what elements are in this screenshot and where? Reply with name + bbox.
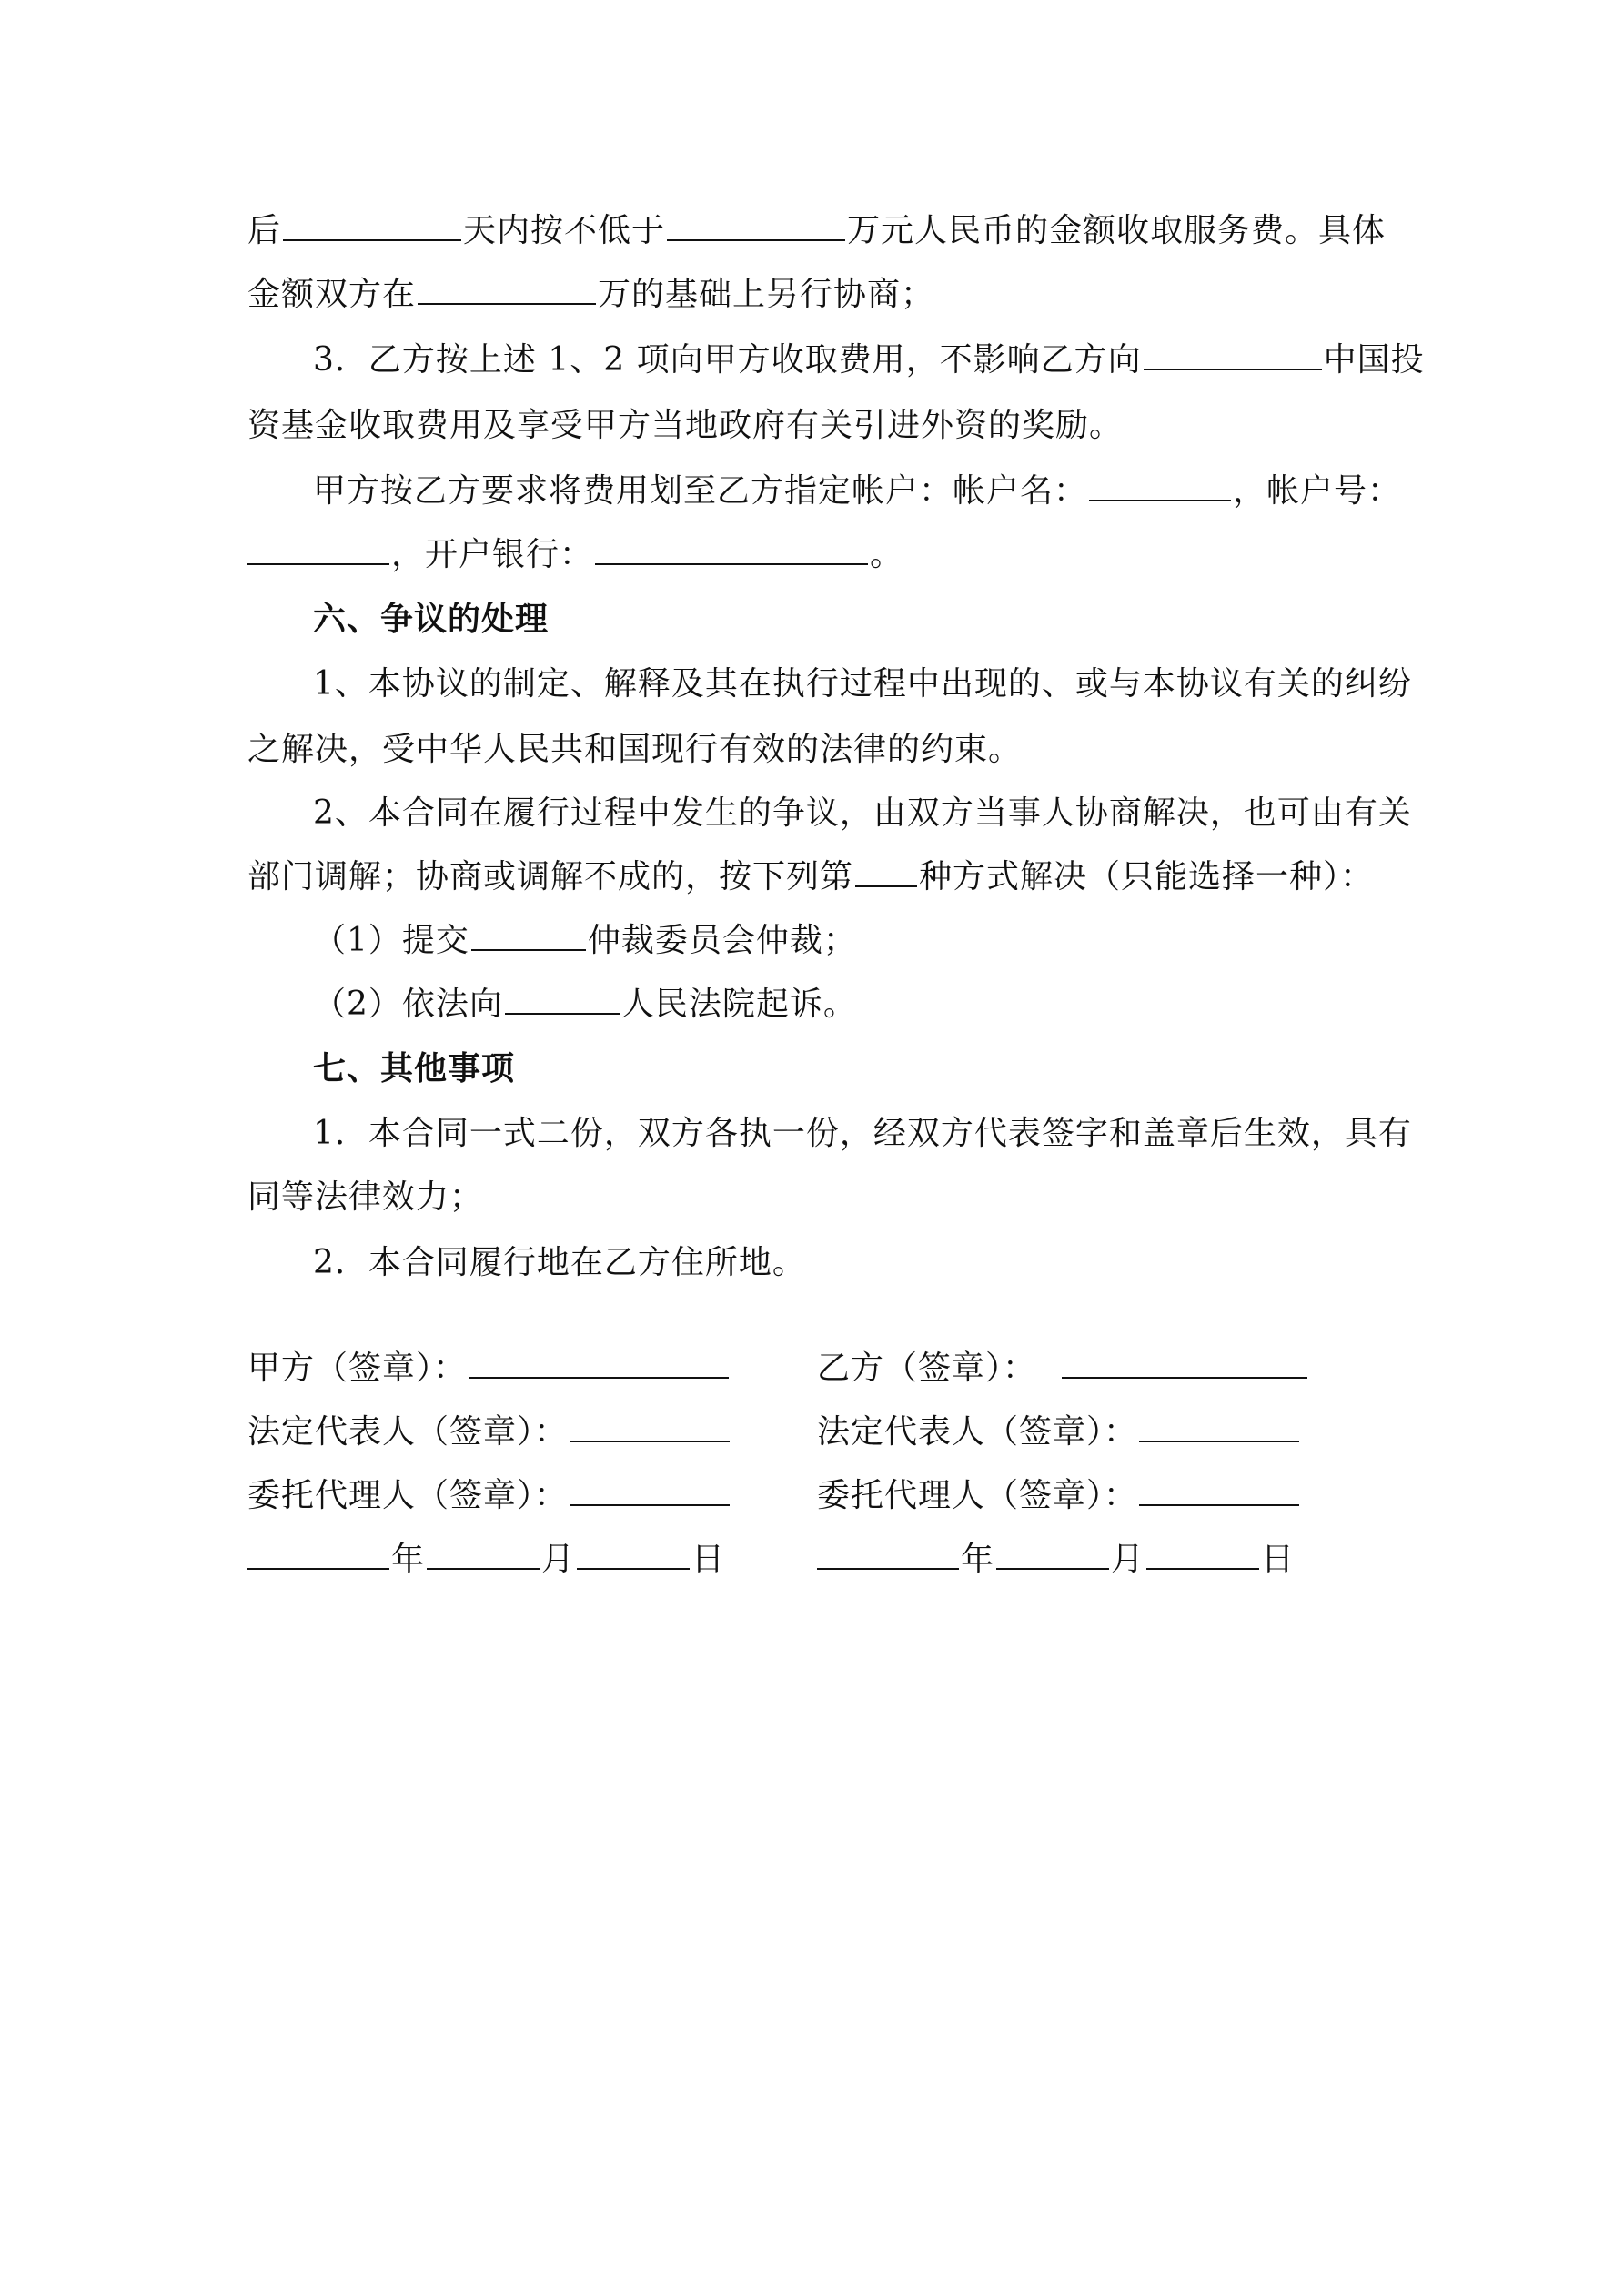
blank-party-a-seal	[469, 1348, 729, 1379]
section7-item1-line2: 同等法律效力；	[247, 1178, 484, 1216]
blank-account-number	[247, 534, 389, 565]
text: （1）提交	[313, 922, 469, 959]
text: 仲裁委员会仲裁；	[587, 922, 857, 959]
section6-item1-line1: 1、本协议的制定、解释及其在执行过程中出现的、或与本协议有关的纠纷	[313, 665, 1412, 703]
text: 法定代表人（签章）：	[247, 1413, 569, 1451]
para2-line1	[313, 339, 1425, 382]
section7-heading: 七、其他事项	[313, 1049, 516, 1087]
party-a-agent	[247, 1474, 757, 1518]
text: 万的基础上另行协商；	[598, 276, 935, 313]
text: 月	[541, 1541, 576, 1578]
blank-party-a-year	[247, 1539, 389, 1570]
text: 月	[1111, 1541, 1145, 1578]
blank-base	[418, 274, 596, 305]
text: 委托代理人（签章）：	[817, 1477, 1138, 1514]
blank-bank	[595, 534, 868, 565]
blank-party-b-month	[996, 1539, 1109, 1570]
text: 年	[961, 1541, 995, 1578]
blank-arbitration	[471, 920, 586, 951]
party-a-legal-rep	[247, 1411, 757, 1454]
text: 后	[247, 212, 282, 249]
text: 年	[391, 1541, 426, 1578]
para3-line1	[313, 470, 1402, 513]
blank-method	[855, 856, 917, 887]
blank-party-a-legal-rep	[570, 1411, 730, 1442]
blank-party-b-seal	[1062, 1348, 1307, 1379]
para1-line2	[247, 273, 1394, 317]
blank-fund	[1144, 339, 1322, 370]
text: 天内按不低于	[463, 212, 666, 249]
blank-party-b-day	[1146, 1539, 1259, 1570]
text: 甲方按乙方要求将费用划至乙方指定帐户：帐户名：	[313, 472, 1088, 510]
blank-account-name	[1089, 470, 1231, 501]
blank-party-b-year	[817, 1539, 959, 1570]
text: ，开户银行：	[391, 536, 594, 573]
section6-option1	[313, 919, 1394, 963]
text: 人民法院起诉。	[620, 986, 857, 1023]
text: 乙方（签章）：	[817, 1350, 1037, 1387]
para2-line2: 资基金收取费用及享受甲方当地政府有关引进外资的奖励。	[247, 407, 1124, 444]
text: 金额双方在	[247, 276, 417, 313]
party-a-seal	[247, 1347, 757, 1391]
party-b-date	[817, 1538, 1381, 1582]
text: 甲方（签章）：	[247, 1350, 468, 1387]
blank-party-b-legal-rep	[1139, 1411, 1299, 1442]
section6-option2	[313, 983, 1394, 1027]
text: 部门调解；协商或调解不成的，按下列第	[247, 858, 854, 895]
party-b-agent	[817, 1474, 1381, 1518]
text: 。	[870, 536, 904, 573]
text: 委托代理人（签章）：	[247, 1477, 569, 1514]
text: 3．乙方按上述 1、2 项向甲方收取费用，不影响乙方向	[313, 341, 1142, 379]
section7-item1-line1: 1．本合同一式二份，双方各执一份，经双方代表签字和盖章后生效，具有	[313, 1115, 1412, 1152]
text: 万元人民币的金额收取服务费。具体	[847, 212, 1387, 249]
section7-item2: 2．本合同履行地在乙方住所地。	[313, 1244, 806, 1281]
party-b-seal	[817, 1347, 1381, 1391]
blank-party-a-agent	[570, 1475, 730, 1506]
text: 日	[691, 1541, 726, 1578]
party-b-legal-rep	[817, 1411, 1381, 1454]
para3-line2	[247, 533, 1394, 577]
text: （2）依法向	[313, 986, 503, 1023]
text: 法定代表人（签章）：	[817, 1413, 1138, 1451]
blank-court	[505, 984, 620, 1015]
blank-party-a-day	[577, 1539, 690, 1570]
section6-heading: 六、争议的处理	[313, 600, 550, 638]
blank-days	[283, 210, 461, 241]
blank-party-a-month	[427, 1539, 540, 1570]
section6-item2-line2	[247, 855, 1394, 899]
blank-amount	[667, 210, 845, 241]
section6-item2-line1: 2、本合同在履行过程中发生的争议，由双方当事人协商解决，也可由有关	[313, 794, 1412, 832]
text: ，帐户号：	[1233, 472, 1402, 510]
text: 中国投	[1323, 341, 1425, 379]
party-a-date	[247, 1538, 757, 1582]
blank-party-b-agent	[1139, 1475, 1299, 1506]
para1-line1	[247, 209, 1394, 253]
text: 种方式解决（只能选择一种）：	[919, 858, 1375, 895]
section6-item1-line2: 之解决，受中华人民共和国现行有效的法律的约束。	[247, 731, 1023, 768]
text: 日	[1261, 1541, 1296, 1578]
